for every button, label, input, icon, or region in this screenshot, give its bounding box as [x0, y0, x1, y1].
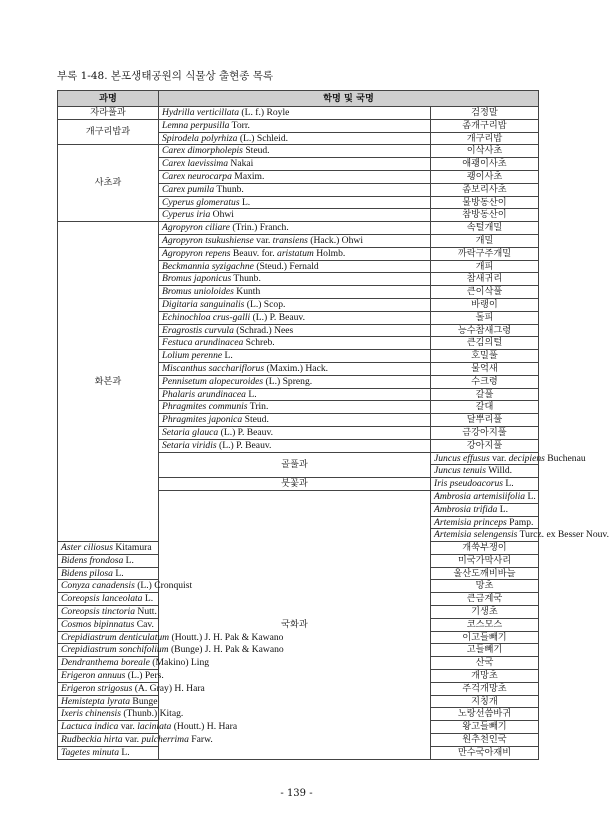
name-italic-part: Lemna perpusilla	[162, 119, 230, 131]
scientific-name-cell	[159, 222, 431, 235]
scientific-name-cell	[431, 478, 539, 491]
name-italic-part: Ambrosia trifida	[434, 503, 498, 515]
name-italic-part: Bidens pilosa	[61, 567, 113, 579]
scientific-name-cell	[58, 644, 284, 657]
name-part: (Trin.) Franch.	[229, 222, 289, 234]
korean-name-cell: 강아지풀	[431, 439, 539, 452]
korean-name-cell: 좀보리사초	[431, 183, 539, 196]
name-italic-part: transiens	[272, 234, 308, 246]
korean-name-cell: 이삭사초	[431, 145, 539, 158]
name-italic-part: Conyza canadensis	[61, 580, 135, 592]
korean-name-cell: 미국가막사리	[431, 554, 539, 567]
name-italic-part: Beckmannia syzigachne	[162, 260, 254, 272]
name-italic-part: Ixeris chinensis	[61, 708, 121, 720]
name-part: Kunth	[233, 286, 261, 298]
name-italic-part: Artemisia princeps	[434, 516, 507, 528]
korean-name-cell: 만수국아재비	[431, 746, 539, 759]
scientific-name-cell	[431, 490, 539, 503]
family-cell: 사초과	[58, 145, 159, 222]
name-italic-part: Carex neurocarpa	[162, 170, 232, 182]
korean-name-cell: 주걱개망초	[431, 682, 539, 695]
name-part: L.	[112, 567, 124, 579]
scientific-name-cell	[159, 286, 431, 299]
scientific-name-cell	[159, 350, 431, 363]
name-italic-part: Juncus effusus	[434, 452, 490, 464]
table-caption: 부록 1-48. 본포생태공원의 식물상 출현종 목록	[57, 70, 274, 82]
scientific-name-cell	[58, 580, 193, 593]
scientific-name-cell	[58, 554, 159, 567]
name-part: (Bunge) J. H. Pak & Kawano	[168, 644, 284, 656]
scientific-name-cell	[58, 631, 284, 644]
name-part: (Maxim.) Hack.	[264, 362, 329, 374]
name-part: (Schrad.) Nees	[233, 324, 294, 336]
scientific-name-cell	[159, 247, 431, 260]
name-italic-part: Erigeron annuus	[61, 670, 126, 682]
korean-name-cell: 금강아지풀	[431, 426, 539, 439]
korean-name-cell: 개쑥부쟁이	[431, 542, 539, 555]
korean-name-cell: 고들빼기	[431, 644, 539, 657]
name-italic-part: Setaria glauca	[162, 426, 219, 438]
name-italic-part: Hemistepta lyrata	[61, 695, 131, 707]
name-part: (L. f.) Royle	[239, 107, 290, 118]
name-part: (L.) P. Beauv.	[250, 311, 306, 323]
name-part: L.	[222, 350, 233, 362]
korean-name-cell: 속털개밀	[431, 222, 539, 235]
korean-name-cell: 수크령	[431, 375, 539, 388]
scientific-name-cell	[159, 362, 431, 375]
species-table	[57, 90, 609, 760]
name-part: (Steud.) Fernald	[253, 260, 319, 272]
name-italic-part: laciniata	[137, 721, 172, 733]
name-part: L.	[525, 490, 536, 502]
name-italic-part: Crepidiastrum denticulatum	[61, 631, 170, 643]
scientific-name-cell	[159, 414, 431, 427]
name-italic-part: Dendranthema boreale	[61, 657, 150, 669]
table-row	[58, 119, 539, 132]
name-part: Torr.	[229, 119, 250, 131]
name-italic-part: Erigeron strigosus	[61, 682, 133, 694]
table-header-row	[58, 91, 539, 107]
scientific-name-cell	[58, 657, 210, 670]
name-part: (L.) Cronquist	[134, 580, 193, 592]
table-row	[58, 145, 539, 158]
scientific-name-cell	[159, 260, 431, 273]
name-italic-part: Phalaris arundinacea	[162, 388, 246, 400]
name-part: Thunb.	[214, 183, 244, 195]
korean-name-cell: 능수참새그령	[431, 324, 539, 337]
header-family: 과명	[58, 91, 159, 107]
korean-name-cell: 참방동산이	[431, 209, 539, 222]
name-italic-part: Bromus japonicus	[162, 273, 232, 285]
korean-name-cell: 기생초	[431, 606, 539, 619]
scientific-name-cell	[159, 337, 431, 350]
name-part: L.	[142, 593, 154, 605]
name-part: L.	[503, 478, 514, 490]
scientific-name-cell	[58, 670, 164, 683]
korean-name-cell: 개피	[431, 260, 539, 273]
name-part: Kitamura	[112, 542, 152, 554]
scientific-name-cell	[159, 375, 431, 388]
scientific-name-cell	[159, 145, 431, 158]
name-italic-part: Hydrilla verticillata	[162, 107, 240, 118]
family-cell: 국화과	[159, 490, 431, 759]
name-part: Buchenau	[544, 452, 586, 464]
name-part: Trin.	[247, 401, 269, 413]
table-body	[58, 107, 609, 760]
name-part: (L.) Spreng.	[263, 375, 313, 387]
scientific-name-cell	[159, 298, 431, 311]
korean-name-cell: 괭이사초	[431, 170, 539, 183]
korean-name-cell: 울산도깨비바늘	[431, 567, 539, 580]
name-part: (L.) P. Beauv.	[218, 426, 274, 438]
name-part: (Thunb.) Kitag.	[120, 708, 184, 720]
name-italic-part: Miscanthus sacchariflorus	[162, 362, 265, 374]
name-part: var.	[489, 452, 509, 464]
scientific-name-cell	[159, 324, 431, 337]
name-italic-part: Lolium perenne	[162, 350, 223, 362]
header-name: 학명 및 국명	[159, 91, 539, 107]
name-italic-part: Spirodela polyrhiza	[162, 132, 238, 144]
korean-name-cell: 호밀풀	[431, 350, 539, 363]
scientific-name-cell	[159, 132, 431, 145]
scientific-name-cell	[159, 209, 431, 222]
name-part: Nutt.	[135, 606, 157, 618]
name-part: (Houtt.) J. H. Pak & Kawano	[169, 631, 284, 643]
name-italic-part: Cyperus iria	[162, 209, 211, 221]
scientific-name-cell	[159, 196, 431, 209]
scientific-name-cell	[159, 234, 431, 247]
name-part: (L.) Scop.	[244, 298, 286, 310]
name-italic-part: Ambrosia artemisiifolia	[434, 490, 526, 502]
korean-name-cell: 바랭이	[431, 298, 539, 311]
korean-name-cell: 돌피	[431, 311, 539, 324]
name-italic-part: Artemisia selengensis	[434, 529, 518, 541]
name-italic-part: Eragrostis curvula	[162, 324, 234, 336]
name-italic-part: Phragmites communis	[162, 401, 248, 413]
korean-name-cell: 까락구주개밀	[431, 247, 539, 260]
name-italic-part: Aster ciliosus	[61, 542, 113, 554]
name-part: Steud.	[242, 414, 269, 426]
name-italic-part: Carex dimorpholepis	[162, 145, 243, 157]
scientific-name-cell	[58, 682, 205, 695]
scientific-name-cell	[159, 119, 431, 132]
name-italic-part: Pennisetum alopecuroides	[162, 375, 264, 387]
family-cell: 화본과	[58, 222, 159, 542]
korean-name-cell: 코스모스	[431, 618, 539, 631]
name-part: Cav.	[134, 618, 154, 630]
name-part: var.	[253, 234, 273, 246]
scientific-name-cell	[159, 388, 431, 401]
name-italic-part: Lactuca indica	[61, 721, 119, 733]
scientific-name-cell	[431, 452, 586, 465]
name-italic-part: pulcherrima	[141, 734, 189, 746]
name-italic-part: Digitaria sanguinalis	[162, 298, 245, 310]
name-part: (L.) Pers.	[125, 670, 164, 682]
name-italic-part: Cyperus glomeratus	[162, 196, 240, 208]
name-italic-part: Festuca arundinacea	[162, 337, 244, 349]
table-row	[58, 107, 539, 120]
korean-name-cell: 달뿌리풀	[431, 414, 539, 427]
name-part: (A. Gray) H. Hara	[132, 682, 205, 694]
name-italic-part: Carex pumila	[162, 183, 215, 195]
scientific-name-cell	[159, 311, 431, 324]
korean-name-cell: 큰금계국	[431, 593, 539, 606]
name-part: L.	[239, 196, 251, 208]
scientific-name-cell	[431, 503, 539, 516]
korean-name-cell: 개망초	[431, 670, 539, 683]
name-part: Pamp.	[506, 516, 534, 528]
name-italic-part: Cosmos bipinnatus	[61, 618, 135, 630]
name-italic-part: Agropyron repens	[162, 247, 231, 259]
name-part: Turcz. ex Besser Nouv.	[517, 529, 609, 541]
name-italic-part: aristatum	[277, 247, 314, 259]
scientific-name-cell	[58, 542, 159, 555]
name-part: var.	[118, 721, 138, 733]
name-part: Nakai	[228, 158, 254, 170]
korean-name-cell: 원추천인국	[431, 734, 539, 747]
scientific-name-cell	[159, 183, 431, 196]
scientific-name-cell	[58, 593, 159, 606]
name-part: (Makino) Ling	[149, 657, 210, 669]
name-part: var.	[122, 734, 142, 746]
name-part: (Houtt.) H. Hara	[171, 721, 238, 733]
family-cell: 붓꽃과	[159, 478, 431, 491]
scientific-name-cell	[58, 721, 238, 734]
name-part: Steud.	[242, 145, 270, 157]
korean-name-cell: 참새귀리	[431, 273, 539, 286]
family-cell: 개구리밥과	[58, 119, 159, 145]
name-italic-part: Coreopsis tinctoria	[61, 606, 135, 618]
name-italic-part: Agropyron tsukushiense	[162, 234, 254, 246]
scientific-name-cell	[58, 734, 213, 747]
scientific-name-cell	[159, 439, 431, 452]
name-italic-part: Bromus unioloides	[162, 286, 234, 298]
name-part: (L.) P. Beauv.	[216, 439, 272, 451]
korean-name-cell: 물억새	[431, 362, 539, 375]
name-italic-part: Iris pseudoacorus	[434, 478, 504, 490]
name-part: L.	[497, 503, 509, 515]
name-part: Beauv. for.	[230, 247, 278, 259]
scientific-name-cell	[58, 606, 159, 619]
family-cell: 골풀과	[159, 452, 431, 478]
scientific-name-cell	[58, 567, 159, 580]
korean-name-cell: 노랑선씀바귀	[431, 708, 539, 721]
name-part: Schreb.	[243, 337, 275, 349]
korean-name-cell: 왕고들빼기	[431, 721, 539, 734]
korean-name-cell: 갈풀	[431, 388, 539, 401]
korean-name-cell: 물방동산이	[431, 196, 539, 209]
name-part: Thunb.	[231, 273, 261, 285]
name-part: L.	[123, 554, 134, 566]
name-part: (L.) Schleid.	[237, 132, 289, 144]
name-part: Maxim.	[231, 170, 265, 182]
scientific-name-cell	[58, 695, 159, 708]
korean-name-cell: 개밀	[431, 234, 539, 247]
korean-name-cell: 갈대	[431, 401, 539, 414]
name-italic-part: Tagetes minuta	[61, 746, 120, 758]
scientific-name-cell	[159, 426, 431, 439]
korean-name-cell: 망초	[431, 580, 539, 593]
name-italic-part: Bidens frondosa	[61, 554, 124, 566]
name-italic-part: Agropyron ciliare	[162, 222, 230, 234]
scientific-name-cell	[58, 708, 184, 721]
name-italic-part: Phragmites japonica	[162, 414, 243, 426]
name-part: L.	[245, 388, 257, 400]
name-italic-part: Rudbeckia hirta	[61, 734, 123, 746]
name-part: Bunge	[130, 695, 158, 707]
name-italic-part: decipiens	[508, 452, 545, 464]
korean-name-cell: 큰김의털	[431, 337, 539, 350]
name-part: Farw.	[188, 734, 213, 746]
scientific-name-cell	[431, 516, 539, 529]
korean-name-cell: 큰이삭풀	[431, 286, 539, 299]
table-row	[58, 222, 539, 235]
name-italic-part: Crepidiastrum sonchifolium	[61, 644, 169, 656]
scientific-name-cell	[58, 618, 159, 631]
name-part: L.	[119, 746, 130, 758]
scientific-name-cell	[159, 273, 431, 286]
name-part: Holmb.	[313, 247, 346, 259]
scientific-name-cell	[431, 465, 539, 478]
name-part: Ohwi	[210, 209, 234, 221]
scientific-name-cell	[159, 107, 431, 120]
name-part: Willd.	[485, 465, 513, 477]
name-italic-part: Juncus tenuis	[434, 465, 486, 477]
name-italic-part: Echinochloa crus-galli	[162, 311, 251, 323]
name-italic-part: Carex laevissima	[162, 158, 228, 170]
scientific-name-cell	[58, 746, 159, 759]
korean-name-cell: 좀개구리밥	[431, 119, 539, 132]
scientific-name-cell	[159, 170, 431, 183]
scientific-name-cell	[159, 401, 431, 414]
korean-name-cell: 개구리밥	[431, 132, 539, 145]
korean-name-cell: 산국	[431, 657, 539, 670]
name-italic-part: Coreopsis lanceolata	[61, 593, 143, 605]
page-number: - 139 -	[280, 788, 313, 799]
korean-name-cell: 애괭이사초	[431, 158, 539, 171]
korean-name-cell: 검정말	[431, 107, 539, 120]
name-italic-part: Setaria viridis	[162, 439, 217, 451]
scientific-name-cell	[159, 158, 431, 171]
scientific-name-cell	[431, 529, 609, 542]
korean-name-cell: 이고들빼기	[431, 631, 539, 644]
name-part: (Hack.) Ohwi	[307, 234, 364, 246]
family-cell: 자라풀과	[58, 107, 159, 120]
korean-name-cell: 지칭개	[431, 695, 539, 708]
